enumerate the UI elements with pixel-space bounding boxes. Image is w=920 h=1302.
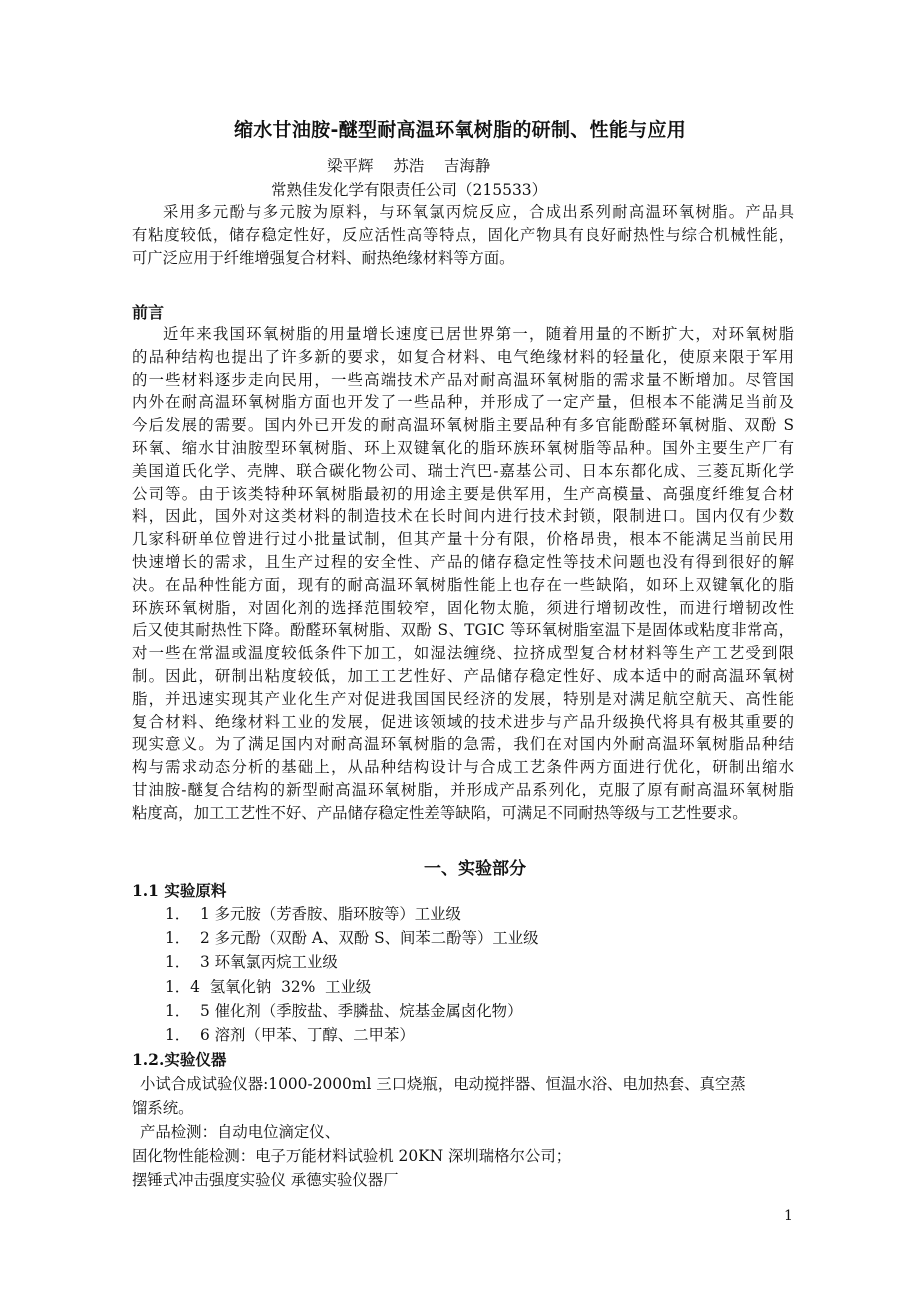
- preface-line: 构与需求动态分析的基础上，从品种结构设计与合成工艺条件两方面进行优化，研制出缩水: [132, 758, 794, 777]
- preface-line: 料，因此，国外对这类材料的制造技术在长时间内进行技术封锁，限制进口。国内仅有少数: [132, 507, 794, 526]
- preface-body: [132, 323, 794, 825]
- preface-line: 近年来我国环氧树脂的用量增长速度已居世界第一，随着用量的不断扩大，对环氧树脂: [163, 325, 794, 343]
- preface-line: 的品种结构也提出了许多新的要求，如复合材料、电气绝缘材料的轻量化，使原来限于军用: [132, 347, 794, 366]
- section-heading-experimental: 一、实验部分: [424, 859, 526, 879]
- materials-item: 1．4 氢氧化钠 32% 工业级: [165, 977, 372, 996]
- affiliation: 常熟佳发化学有限责任公司（215533）: [271, 181, 548, 199]
- preface-line: 脂，并迅速实现其产业化生产对促进我国国民经济的发展，特别是对满足航空航天、高性能: [132, 689, 794, 708]
- materials-item: 1． 3 环氧氯丙烷工业级: [165, 953, 338, 972]
- preface-line: 的一些材料逐步走向民用，一些高端技术产品对耐高温环氧树脂的需求量不断增加。尽管国: [132, 370, 794, 389]
- preface-line: 今后发展的需要。国内外已开发的耐高温环氧树脂主要品种有多官能酚醛环氧树脂、双酚 S: [132, 416, 794, 435]
- preface-line: 快速增长的需求，且生产过程的安全性、产品的储存稳定性等技术问题也没有得到很好的解: [132, 552, 794, 571]
- preface-line: 对一些在常温或温度较低条件下加工，如湿法缠绕、拉挤成型复合材材料等生产工艺受到限: [132, 644, 794, 663]
- materials-list: [165, 902, 539, 1047]
- instruments-line: 产品检测：自动电位滴定仪、: [140, 1123, 341, 1141]
- instruments-body: [132, 1072, 794, 1192]
- page-number: 1: [784, 1208, 793, 1224]
- preface-line: 环族环氧树脂，对固化剂的选择范围较窄，固化物太脆，须进行增韧改性，而进行增韧改性: [132, 598, 794, 617]
- preface-line: 粘度高，加工工艺性不好、产品储存稳定性差等缺陷，可满足不同耐热等级与工艺性要求。: [132, 803, 748, 822]
- subsection-heading-materials: 1.1 实验原料: [132, 881, 227, 900]
- preface-line: 现实意义。为了满足国内对耐高温环氧树脂的急需，我们在对国内外耐高温环氧树脂品种结: [132, 735, 794, 754]
- abstract-line: 采用多元酚与多元胺为原料，与环氧氯丙烷反应，合成出系列耐高温环氧树脂。产品具: [163, 203, 794, 221]
- preface-line: 美国道氏化学、壳牌、联合碳化物公司、瑞士汽巴-嘉基公司、日本东都化成、三菱瓦斯化学: [132, 461, 794, 480]
- abstract: [132, 201, 794, 270]
- instruments-line: 馏系统。: [132, 1099, 194, 1117]
- preface-heading: 前言: [132, 303, 165, 322]
- preface-line: 公司等。由于该类特种环氧树脂最初的用途主要是供军用，生产高模量、高强度纤维复合材: [132, 484, 794, 503]
- preface-line: 环氧、缩水甘油胺型环氧树脂、环上双键氧化的脂环族环氧树脂等品种。国外主要生产厂有: [132, 438, 794, 457]
- materials-item: 1． 2 多元酚（双酚 A、双酚 S、间苯二酚等）工业级: [165, 929, 539, 948]
- preface-line: 后又使其耐热性下降。酚醛环氧树脂、双酚 S、TGIC 等环氧树脂室温下是固体或粘度非常高，: [132, 621, 794, 640]
- preface-line: 几家科研单位曾进行过小批量试制，但其产量十分有限，价格昂贵，根本不能满足当前民用: [132, 530, 794, 549]
- preface-line: 复合材料、绝缘材料工业的发展，促进该领域的技术进步与产品升级换代将具有极其重要的: [132, 712, 794, 731]
- materials-item: 1． 5 催化剂（季胺盐、季膦盐、烷基金属卤化物）: [165, 1001, 523, 1020]
- authors: 梁平辉 苏浩 吉海静: [327, 157, 491, 175]
- instruments-line: 固化物性能检测：电子万能材料试验机 20KN 深圳瑞格尔公司；: [132, 1147, 572, 1165]
- abstract-line: 可广泛应用于纤维增强复合材料、耐热绝缘材料等方面。: [132, 249, 515, 267]
- preface-line: 决。在品种性能方面，现有的耐高温环氧树脂性能上也存在一些缺陷，如环上双键氧化的脂: [132, 575, 794, 594]
- preface-line: 甘油胺-醚复合结构的新型耐高温环氧树脂，并形成产品系列化，克服了原有耐高温环氧树脂: [132, 780, 794, 799]
- instruments-line: 摆锤式冲击强度实验仪 承德实验仪器厂: [132, 1171, 399, 1189]
- subsection-heading-instruments: 1.2.实验仪器: [132, 1050, 227, 1069]
- materials-item: 1． 1 多元胺（芳香胺、脂环胺等）工业级: [165, 905, 461, 923]
- preface-line: 制。因此，研制出粘度较低，加工工艺性好、产品储存稳定性好、成本适中的耐高温环氧树: [132, 666, 794, 685]
- abstract-line: 有粘度较低，储存稳定性好，反应活性高等特点，固化产物具有良好耐热性与综合机械性能，: [132, 226, 794, 244]
- preface-line: 内外在耐高温环氧树脂方面也开发了一些品种，并形成了一定产量，但根本不能满足当前及: [132, 393, 794, 412]
- document-title: 缩水甘油胺-醚型耐高温环氧树脂的研制、性能与应用: [233, 119, 687, 141]
- materials-item: 1． 6 溶剂（甲苯、丁醇、二甲苯）: [165, 1026, 415, 1045]
- instruments-line: 小试合成试验仪器:1000-2000ml 三口烧瓶，电动搅拌器、恒温水浴、电加热套、真空蒸: [140, 1075, 746, 1093]
